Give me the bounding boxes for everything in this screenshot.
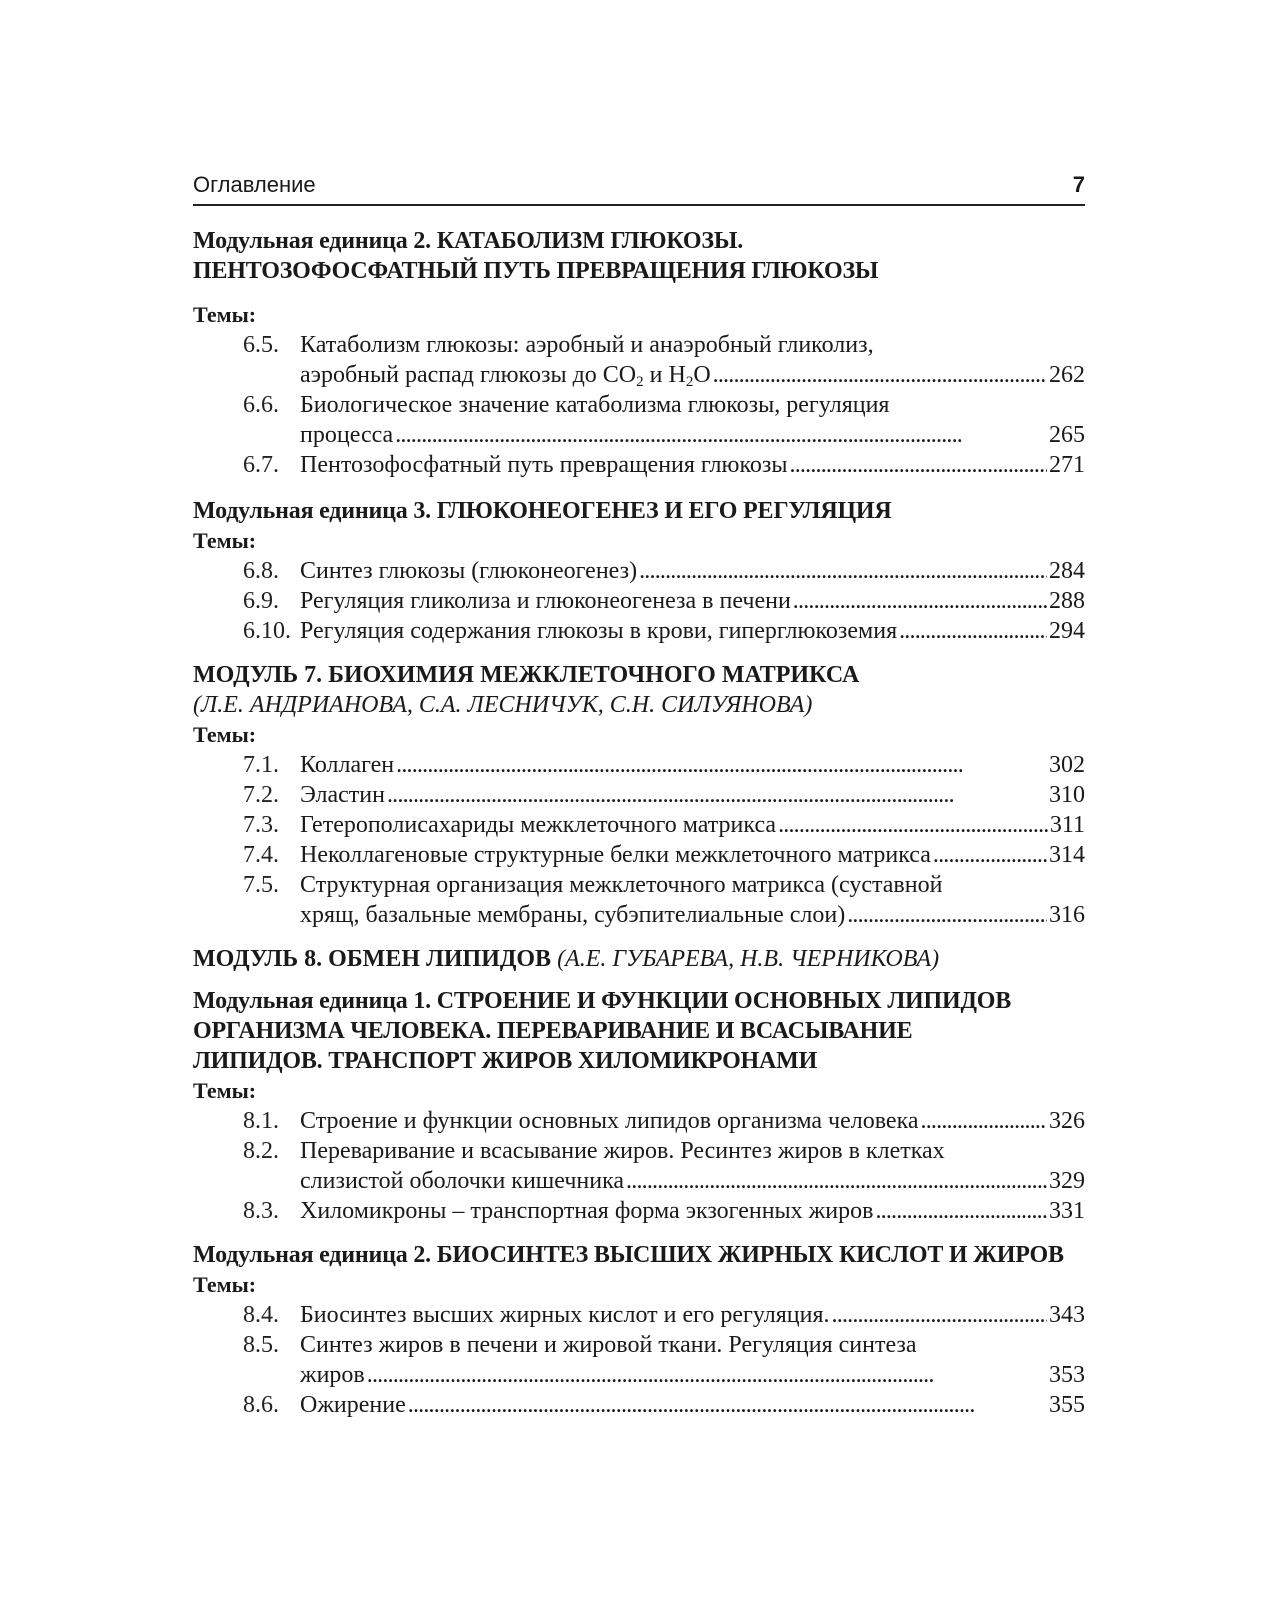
entry-page: 284 — [1049, 558, 1085, 584]
entry-title: процесса — [300, 422, 394, 448]
toc-entry — [193, 780, 1085, 810]
toc-entry — [193, 1330, 1085, 1390]
entry-page: 316 — [1049, 902, 1085, 928]
entry-page: 314 — [1049, 842, 1085, 868]
entry-page: 294 — [1049, 618, 1085, 644]
toc-entry — [193, 810, 1085, 840]
entry-number: 8.6. — [243, 1392, 279, 1418]
entry-body — [300, 840, 1085, 870]
entry-body — [300, 1390, 1085, 1420]
entry-title: Строение и функции основных липидов организма человека — [300, 1108, 919, 1134]
entry-title: Ожирение — [300, 1392, 406, 1418]
module-authors: (Л.Е. АНДРИАНОВА, С.А. ЛЕСНИЧУК, С.Н. СИЛУЯНОВА) — [193, 692, 813, 718]
entry-last-line — [300, 616, 1085, 646]
toc-entry — [193, 586, 1085, 616]
entry-title: аэробный распад глюкозы до $CO_2$ и $H_2O$ — [300, 362, 711, 390]
leader-dots — [396, 750, 1047, 780]
unit-heading-line: ОРГАНИЗМА ЧЕЛОВЕКА. ПЕРЕВАРИВАНИЕ И ВСАСЫВАНИЕ — [193, 1018, 913, 1044]
entry-last-line — [300, 780, 1085, 810]
entry-title: Гетерополисахариды межклеточного матрикса — [300, 812, 777, 838]
entry-page: 353 — [1049, 1362, 1085, 1388]
toc-entry — [193, 1106, 1085, 1136]
entry-number: 6.6. — [243, 392, 279, 418]
toc-entry — [193, 870, 1085, 930]
module-heading: МОДУЛЬ 7. БИОХИМИЯ МЕЖКЛЕТОЧНОГО МАТРИКСА — [193, 662, 860, 688]
module-title: МОДУЛЬ 8. ОБМЕН ЛИПИДОВ — [193, 946, 552, 972]
table-of-contents — [193, 206, 1085, 1420]
entry-title-line: Структурная организация межклеточного матрикса (суставной — [300, 872, 943, 898]
entry-last-line — [300, 840, 1085, 870]
entry-body — [300, 1330, 1085, 1390]
topics-label: Темы: — [193, 1078, 257, 1103]
entry-number: 6.8. — [243, 558, 279, 584]
entry-title-line: Биологическое значение катаболизма глюкозы, регуляция — [300, 392, 890, 418]
entry-page: 262 — [1049, 362, 1085, 388]
leader-dots — [387, 780, 1047, 810]
entry-body — [300, 450, 1085, 480]
leader-dots — [626, 1166, 1047, 1196]
entry-page: 326 — [1049, 1108, 1085, 1134]
entry-number: 8.5. — [243, 1332, 279, 1358]
leader-dots — [713, 360, 1047, 390]
entry-body — [300, 810, 1085, 840]
leader-dots — [832, 1300, 1047, 1330]
entry-title: Эластин — [300, 782, 385, 808]
entry-last-line — [300, 1390, 1085, 1420]
entry-body — [300, 870, 1085, 930]
entry-body — [300, 330, 1085, 390]
toc-entry — [193, 840, 1085, 870]
entry-page: 310 — [1049, 782, 1085, 808]
entry-page: 311 — [1049, 812, 1085, 838]
entry-number: 6.5. — [243, 332, 279, 358]
entry-page: 265 — [1049, 422, 1085, 448]
entry-number: 7.1. — [243, 752, 279, 778]
unit-heading-line: ЛИПИДОВ. ТРАНСПОРТ ЖИРОВ ХИЛОМИКРОНАМИ — [193, 1048, 818, 1074]
toc-entry — [193, 390, 1085, 450]
entry-last-line — [300, 420, 1085, 450]
entry-title: Регуляция гликолиза и глюконеогенеза в печени — [300, 588, 791, 614]
entry-title: Синтез глюкозы (глюконеогенез) — [300, 558, 638, 584]
entry-last-line — [300, 900, 1085, 930]
entry-number: 8.1. — [243, 1108, 279, 1134]
running-header — [193, 160, 1085, 206]
entry-last-line — [300, 750, 1085, 780]
unit-heading-line: ПЕНТОЗОФОСФАТНЫЙ ПУТЬ ПРЕВРАЩЕНИЯ ГЛЮКОЗЫ — [193, 258, 879, 284]
entry-title: Коллаген — [300, 752, 395, 778]
leader-dots — [933, 840, 1047, 870]
entry-body — [300, 390, 1085, 450]
entry-page: 271 — [1049, 452, 1085, 478]
toc-entry — [193, 616, 1085, 646]
leader-dots — [899, 616, 1047, 646]
leader-dots — [793, 586, 1047, 616]
unit-heading-line: Модульная единица 2. БИОСИНТЕЗ ВЫСШИХ ЖИРНЫХ КИСЛОТ И ЖИРОВ — [193, 1242, 1064, 1268]
entry-title: Пентозофосфатный путь превращения глюкозы — [300, 452, 788, 478]
entry-body — [300, 1196, 1085, 1226]
entry-body — [300, 1106, 1085, 1136]
entry-number: 6.9. — [243, 588, 279, 614]
leader-dots — [367, 1360, 1047, 1390]
toc-page — [193, 160, 1085, 1420]
entry-body — [300, 1300, 1085, 1330]
entry-title: Биосинтез высших жирных кислот и его регуляция. — [300, 1302, 830, 1328]
entry-last-line — [300, 1300, 1085, 1330]
leader-dots — [778, 810, 1048, 840]
leader-dots — [790, 450, 1047, 480]
leader-dots — [921, 1106, 1047, 1136]
module-heading — [193, 944, 1085, 974]
leader-dots — [847, 900, 1047, 930]
toc-entry — [193, 556, 1085, 586]
entry-last-line — [300, 1106, 1085, 1136]
entry-last-line — [300, 1196, 1085, 1226]
entry-number: 8.3. — [243, 1198, 279, 1224]
entry-page: 288 — [1049, 588, 1085, 614]
entry-body — [300, 616, 1085, 646]
unit-heading-line: Модульная единица 1. СТРОЕНИЕ И ФУНКЦИИ ОСНОВНЫХ ЛИПИДОВ — [193, 988, 1012, 1014]
toc-entry — [193, 1196, 1085, 1226]
entry-number: 7.4. — [243, 842, 279, 868]
page-number: 7 — [1072, 172, 1085, 197]
entry-page: 355 — [1049, 1392, 1085, 1418]
entry-last-line — [300, 1166, 1085, 1196]
entry-last-line — [300, 360, 1085, 390]
entry-page: 302 — [1049, 752, 1085, 778]
topics-label: Темы: — [193, 528, 257, 553]
entry-number: 6.10. — [243, 618, 291, 644]
toc-entry — [193, 750, 1085, 780]
entry-last-line — [300, 586, 1085, 616]
entry-title: Регуляция содержания глюкозы в крови, гиперглюкоземия — [300, 618, 898, 644]
entry-body — [300, 586, 1085, 616]
toc-entry — [193, 450, 1085, 480]
entry-title-line: Переваривание и всасывание жиров. Ресинтез жиров в клетках — [300, 1138, 945, 1164]
entry-title-line: Синтез жиров в печени и жировой ткани. Регуляция синтеза — [300, 1332, 917, 1358]
entry-body — [300, 556, 1085, 586]
entry-body — [300, 750, 1085, 780]
entry-title-line: Катаболизм глюкозы: аэробный и анаэробный гликолиз, — [300, 332, 874, 358]
running-title: Оглавление — [193, 172, 316, 197]
leader-dots — [875, 1196, 1047, 1226]
entry-number: 8.4. — [243, 1302, 279, 1328]
entry-title: Хиломикроны – транспортная форма экзогенных жиров — [300, 1198, 874, 1224]
leader-dots — [408, 1390, 1047, 1420]
module-authors: (А.Е. ГУБАРЕВА, Н.В. ЧЕРНИКОВА) — [557, 946, 940, 972]
entry-last-line — [300, 450, 1085, 480]
entry-page: 331 — [1049, 1198, 1085, 1224]
topics-label: Темы: — [193, 302, 257, 327]
entry-number: 7.3. — [243, 812, 279, 838]
unit-heading-line: Модульная единица 2. КАТАБОЛИЗМ ГЛЮКОЗЫ. — [193, 228, 744, 254]
entry-body — [300, 780, 1085, 810]
unit-heading-line: Модульная единица 3. ГЛЮКОНЕОГЕНЕЗ И ЕГО РЕГУЛЯЦИЯ — [193, 498, 892, 524]
entry-page: 343 — [1049, 1302, 1085, 1328]
entry-number: 7.5. — [243, 872, 279, 898]
topics-label: Темы: — [193, 722, 257, 747]
toc-entry — [193, 1390, 1085, 1420]
entry-title: Неколлагеновые структурные белки межклеточного матрикса — [300, 842, 931, 868]
entry-last-line — [300, 1360, 1085, 1390]
entry-number: 8.2. — [243, 1138, 279, 1164]
toc-entry — [193, 330, 1085, 390]
entry-number: 7.2. — [243, 782, 279, 808]
toc-entry — [193, 1300, 1085, 1330]
entry-body — [300, 1136, 1085, 1196]
entry-title: хрящ, базальные мембраны, субэпителиальные слои) — [300, 902, 846, 928]
topics-label: Темы: — [193, 1272, 257, 1297]
entry-title: жиров — [300, 1362, 365, 1388]
toc-entry — [193, 1136, 1085, 1196]
leader-dots — [395, 420, 1047, 450]
entry-last-line — [300, 556, 1085, 586]
entry-title: слизистой оболочки кишечника — [300, 1168, 625, 1194]
leader-dots — [639, 556, 1047, 586]
entry-page: 329 — [1049, 1168, 1085, 1194]
entry-number: 6.7. — [243, 452, 279, 478]
entry-last-line — [300, 810, 1085, 840]
